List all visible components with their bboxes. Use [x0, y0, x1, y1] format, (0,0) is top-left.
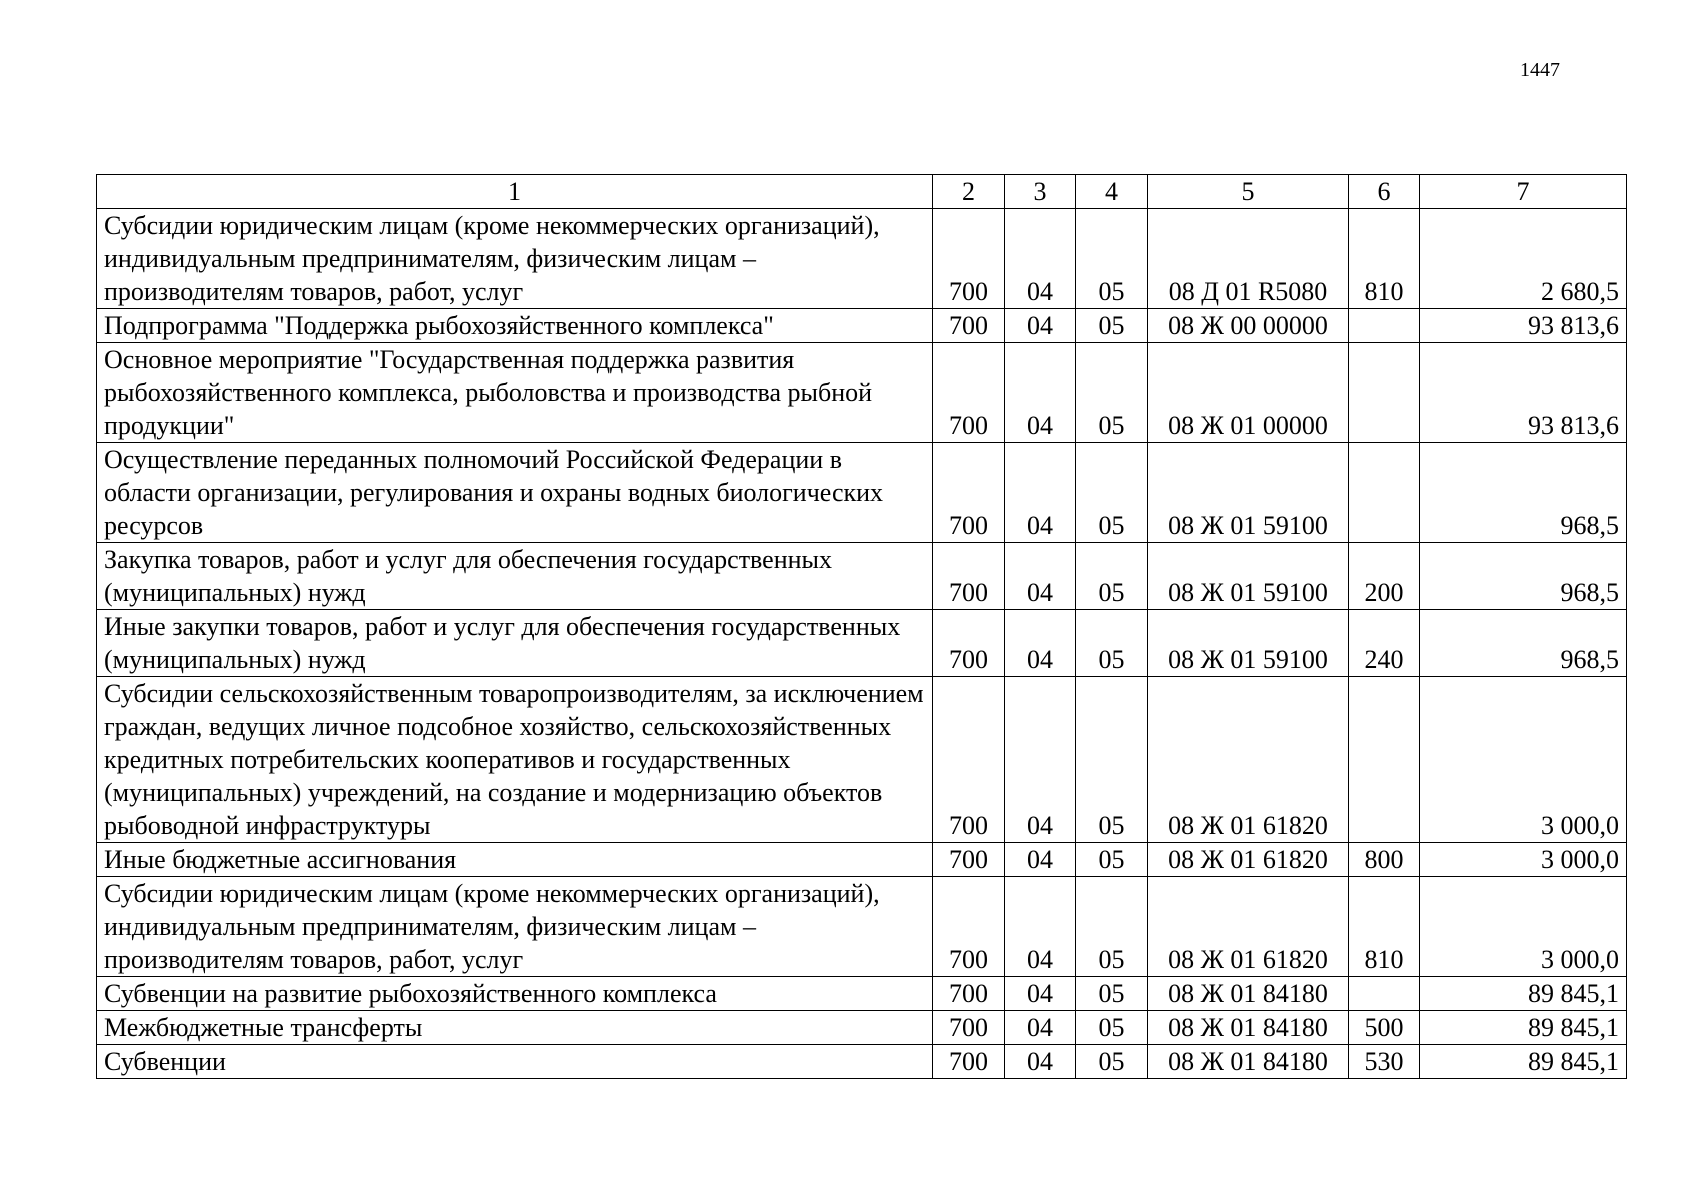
row-name-cell: Иные закупки товаров, работ и услуг для обеспечения государственных (муниципальных) нужд	[97, 610, 933, 677]
row-col-4-cell: 05	[1076, 977, 1148, 1011]
table-row	[97, 977, 1627, 1011]
row-col-4-cell: 05	[1076, 443, 1148, 543]
row-col-2-cell: 700	[933, 1011, 1005, 1045]
row-name-cell: Субвенции	[97, 1045, 933, 1079]
row-amount-cell: 89 845,1	[1420, 1045, 1627, 1079]
row-name-cell: Осуществление переданных полномочий Российской Федерации в области организации, регулирования и охраны водных биологических ресурсов	[97, 443, 933, 543]
row-col-6-cell: 500	[1349, 1011, 1420, 1045]
header-col-7: 7	[1420, 175, 1627, 209]
row-col-4-cell: 05	[1076, 1045, 1148, 1079]
row-amount-cell: 3 000,0	[1420, 877, 1627, 977]
row-col-3-cell: 04	[1005, 543, 1076, 610]
row-amount-cell: 3 000,0	[1420, 677, 1627, 843]
row-name-cell: Субсидии юридическим лицам (кроме некоммерческих организаций), индивидуальным предпринимателям, физическим лицам – производителям товаров, работ, услуг	[97, 209, 933, 309]
row-col-2-cell: 700	[933, 309, 1005, 343]
row-amount-cell: 89 845,1	[1420, 1011, 1627, 1045]
row-col-5-cell: 08 Ж 01 61820	[1148, 877, 1349, 977]
budget-table	[96, 174, 1627, 1079]
header-col-3: 3	[1005, 175, 1076, 209]
row-name-cell: Межбюджетные трансферты	[97, 1011, 933, 1045]
row-col-6-cell	[1349, 343, 1420, 443]
row-col-2-cell: 700	[933, 443, 1005, 543]
row-col-3-cell: 04	[1005, 1011, 1076, 1045]
row-col-4-cell: 05	[1076, 677, 1148, 843]
row-col-4-cell: 05	[1076, 610, 1148, 677]
row-col-2-cell: 700	[933, 977, 1005, 1011]
table-row	[97, 209, 1627, 309]
table-row	[97, 309, 1627, 343]
row-col-5-cell: 08 Ж 01 59100	[1148, 443, 1349, 543]
row-col-2-cell: 700	[933, 677, 1005, 843]
row-col-3-cell: 04	[1005, 977, 1076, 1011]
row-amount-cell: 3 000,0	[1420, 843, 1627, 877]
row-col-3-cell: 04	[1005, 209, 1076, 309]
row-col-3-cell: 04	[1005, 443, 1076, 543]
table-row	[97, 343, 1627, 443]
row-col-2-cell: 700	[933, 610, 1005, 677]
row-col-5-cell: 08 Ж 00 00000	[1148, 309, 1349, 343]
row-name-cell: Субвенции на развитие рыбохозяйственного комплекса	[97, 977, 933, 1011]
row-col-5-cell: 08 Ж 01 84180	[1148, 1011, 1349, 1045]
row-col-4-cell: 05	[1076, 1011, 1148, 1045]
row-col-2-cell: 700	[933, 209, 1005, 309]
row-col-3-cell: 04	[1005, 610, 1076, 677]
header-col-1: 1	[97, 175, 933, 209]
row-col-2-cell: 700	[933, 543, 1005, 610]
row-col-6-cell	[1349, 309, 1420, 343]
row-col-3-cell: 04	[1005, 677, 1076, 843]
table-row	[97, 1011, 1627, 1045]
row-col-6-cell	[1349, 677, 1420, 843]
table-row	[97, 677, 1627, 843]
row-name-cell: Подпрограмма "Поддержка рыбохозяйственного комплекса"	[97, 309, 933, 343]
row-col-2-cell: 700	[933, 877, 1005, 977]
row-col-6-cell: 530	[1349, 1045, 1420, 1079]
row-col-5-cell: 08 Ж 01 00000	[1148, 343, 1349, 443]
row-col-5-cell: 08 Д 01 R5080	[1148, 209, 1349, 309]
row-col-2-cell: 700	[933, 343, 1005, 443]
row-col-4-cell: 05	[1076, 343, 1148, 443]
row-col-5-cell: 08 Ж 01 59100	[1148, 610, 1349, 677]
row-amount-cell: 93 813,6	[1420, 309, 1627, 343]
row-col-6-cell	[1349, 443, 1420, 543]
row-name-cell: Основное мероприятие "Государственная поддержка развития рыбохозяйственного комплекса, рыболовства и производства рыбной продукции"	[97, 343, 933, 443]
row-col-4-cell: 05	[1076, 209, 1148, 309]
row-col-2-cell: 700	[933, 843, 1005, 877]
header-col-5: 5	[1148, 175, 1349, 209]
row-amount-cell: 968,5	[1420, 443, 1627, 543]
table-row	[97, 610, 1627, 677]
row-col-6-cell: 810	[1349, 877, 1420, 977]
row-name-cell: Субсидии юридическим лицам (кроме некоммерческих организаций), индивидуальным предпринимателям, физическим лицам – производителям товаров, работ, услуг	[97, 877, 933, 977]
row-col-5-cell: 08 Ж 01 59100	[1148, 543, 1349, 610]
table-row	[97, 1045, 1627, 1079]
row-amount-cell: 89 845,1	[1420, 977, 1627, 1011]
row-col-3-cell: 04	[1005, 343, 1076, 443]
row-amount-cell: 968,5	[1420, 543, 1627, 610]
row-amount-cell: 93 813,6	[1420, 343, 1627, 443]
row-col-5-cell: 08 Ж 01 61820	[1148, 677, 1349, 843]
row-col-6-cell: 240	[1349, 610, 1420, 677]
row-col-6-cell	[1349, 977, 1420, 1011]
row-name-cell: Субсидии сельскохозяйственным товаропроизводителям, за исключением граждан, ведущих личное подсобное хозяйство, сельскохозяйственных кредитных потребительских кооперативов и государственных (муниципальных) учреждений, на создание и модернизацию объектов рыбоводной инфраструктуры	[97, 677, 933, 843]
header-col-4: 4	[1076, 175, 1148, 209]
row-name-cell: Закупка товаров, работ и услуг для обеспечения государственных (муниципальных) нужд	[97, 543, 933, 610]
row-col-4-cell: 05	[1076, 309, 1148, 343]
row-col-4-cell: 05	[1076, 543, 1148, 610]
row-col-3-cell: 04	[1005, 309, 1076, 343]
table-row	[97, 877, 1627, 977]
row-col-6-cell: 200	[1349, 543, 1420, 610]
header-col-6: 6	[1349, 175, 1420, 209]
row-name-cell: Иные бюджетные ассигнования	[97, 843, 933, 877]
page-number: 1447	[1520, 59, 1560, 81]
row-col-5-cell: 08 Ж 01 84180	[1148, 1045, 1349, 1079]
row-col-3-cell: 04	[1005, 1045, 1076, 1079]
row-amount-cell: 968,5	[1420, 610, 1627, 677]
row-col-5-cell: 08 Ж 01 84180	[1148, 977, 1349, 1011]
table-row	[97, 443, 1627, 543]
header-col-2: 2	[933, 175, 1005, 209]
row-col-5-cell: 08 Ж 01 61820	[1148, 843, 1349, 877]
header-row	[97, 175, 1627, 209]
row-col-4-cell: 05	[1076, 843, 1148, 877]
row-col-2-cell: 700	[933, 1045, 1005, 1079]
row-col-4-cell: 05	[1076, 877, 1148, 977]
row-col-3-cell: 04	[1005, 843, 1076, 877]
table-body	[97, 209, 1627, 1079]
table-row	[97, 543, 1627, 610]
row-amount-cell: 2 680,5	[1420, 209, 1627, 309]
row-col-6-cell: 800	[1349, 843, 1420, 877]
row-col-6-cell: 810	[1349, 209, 1420, 309]
table-row	[97, 843, 1627, 877]
row-col-3-cell: 04	[1005, 877, 1076, 977]
